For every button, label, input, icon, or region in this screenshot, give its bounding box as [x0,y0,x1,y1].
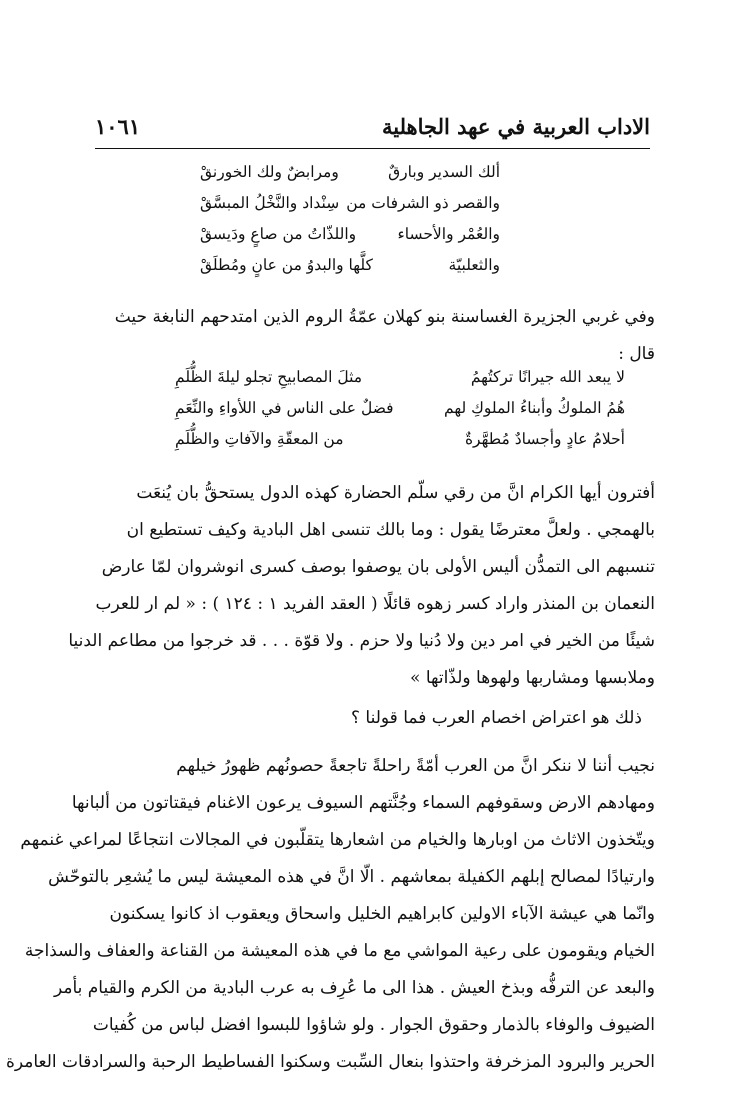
verse-second-hemistich: مثلَ المصابيحِ تجلو ليلةَ الظُّلَمِ [175,368,363,386]
verse-first-hemistich: لا يبعد الله جيرانًا تركتُهمُ [470,368,625,386]
paragraph-ghassanids [95,299,655,373]
verse-second-hemistich: فضلٌ على الناس في اللأواءِ والنِّعَمِ [175,399,394,417]
poem-1 [200,163,500,287]
text-line: قال : [618,344,655,364]
text-line: وارتيادًا لمصالح إبلهم الكفيلة بمعاشهم . الّا انَّ في هذه المعيشة ليس ما يُشعِر بالتوحّش [48,867,655,887]
verse-second-hemistich: ومرابضٌ ولك الخورنقْ [200,163,339,181]
text-line: نجيب أننا لا ننكر انَّ من العرب أمّةً راحلةً تاجعةً حصونُهم ظهورُ خيلهم [176,756,655,776]
verse-second-hemistich: كلَّها والبدوُ من عانٍ ومُطلَقْ [200,256,373,274]
verse-second-hemistich: سِنْداد والنَّخْلُ المبسَّقْ [200,194,340,212]
verse-first-hemistich: أحلامُ عادٍ وأجسادٌ مُطهَّرةٌ [464,430,625,448]
verse-second-hemistich: واللذّاتُ من صاعٍ ودَيسقْ [200,225,357,243]
poem-2 [175,368,625,461]
verse-line [200,163,500,194]
text-line: ذلك هو اعتراض اخصام العرب فما قولنا ؟ [350,708,642,728]
text-line: ويتّخذون الاثاث من اوبارها والخيام من اشعارها يتقلّبون في المجالات انتجاعًا لمراعي غنمهم [20,830,655,850]
text-line: الضيوف والوفاء بالذمار وحقوق الجوار . ولو شاؤوا للبسوا افضل لباس من كُفيات [92,1015,655,1035]
text-line: والبعد عن الترفُّه وبذخ العيش . هذا الى ما عُرِف به عرب البادية من الكرم والقيام بأمر [53,978,655,998]
verse-line [175,368,625,399]
text-line: أفترون أيها الكرام انَّ من رقي سلّم الحضارة كهذه الدول يستحقُّ بان يُنعَت [136,483,655,503]
verse-line [175,399,625,430]
verse-second-hemistich: من المعقّةِ والآفاتِ والظُّلَمِ [175,430,344,448]
verse-line [200,194,500,225]
paragraph-response [5,748,655,1081]
header-rule [95,148,650,149]
text-line: ومهادهم الارض وسقوفهم السماء وجُنَّتهم السيوف يرعون الاغنام فيقتاتون من ألبانها [71,793,655,813]
page-header [95,112,650,146]
text-line: وملابسها ومشاربها ولهوها ولذّاتها » [410,668,655,688]
verse-line [200,225,500,256]
verse-first-hemistich: والعُمْر والأحساء [397,225,500,243]
text-line: الحرير والبرود المزخرفة واحتذوا بنعال السِّبت وسكنوا الفساطيط الرحبة والسرادقات العامرة [5,1052,655,1072]
verse-line [200,256,500,287]
text-line: شيئًا من الخير في امر دين ولا دُنيا ولا حزم . ولا قوّة . . . قد خرجوا من مطاعم الدنيا [68,631,655,651]
verse-line [175,430,625,461]
text-line: النعمان بن المنذر واراد كسر زهوه قائلًا ( العقد الفريد ١ : ١٢٤ ) : « لم ار للعرب [95,594,655,614]
paragraph-objection [68,475,655,697]
text-line: وفي غربي الجزيرة الغساسنة بنو كهلان عمّةُ الروم الذين امتدحهم النابغة حيث [114,307,655,327]
text-line: بالهمجي . ولعلَّ معترضًا يقول : وما بالك تنسى اهل البادية وكيف تستطيع ان [126,520,655,540]
text-line: وانّما هي عيشة الآباء الاولين كابراهيم الخليل واسحاق ويعقوب اذ كانوا يسكنون [109,904,655,924]
page-number: ١٠٦١ [95,114,141,139]
verse-first-hemistich: والقصر ذو الشرفات من [346,194,500,212]
running-title: الاداب العربية في عهد الجاهلية [382,114,650,139]
text-line: تنسبهم الى التمدُّن أليس الأولى بان يوصفوا بوصف كسرى انوشروان لمّا عارض [101,557,655,577]
verse-first-hemistich: هُمُ الملوكُ وأبناءُ الملوكِ لهم [444,399,625,417]
text-line: الخيام ويقومون على رعية المواشي مع ما في هذه المعيشة من القناعة والعفاف والسذاجة [24,941,655,961]
verse-first-hemistich: والثعلبيّة [448,256,500,274]
paragraph-question [95,700,642,737]
verse-first-hemistich: ألك السدير وبارقٌ [388,163,500,181]
